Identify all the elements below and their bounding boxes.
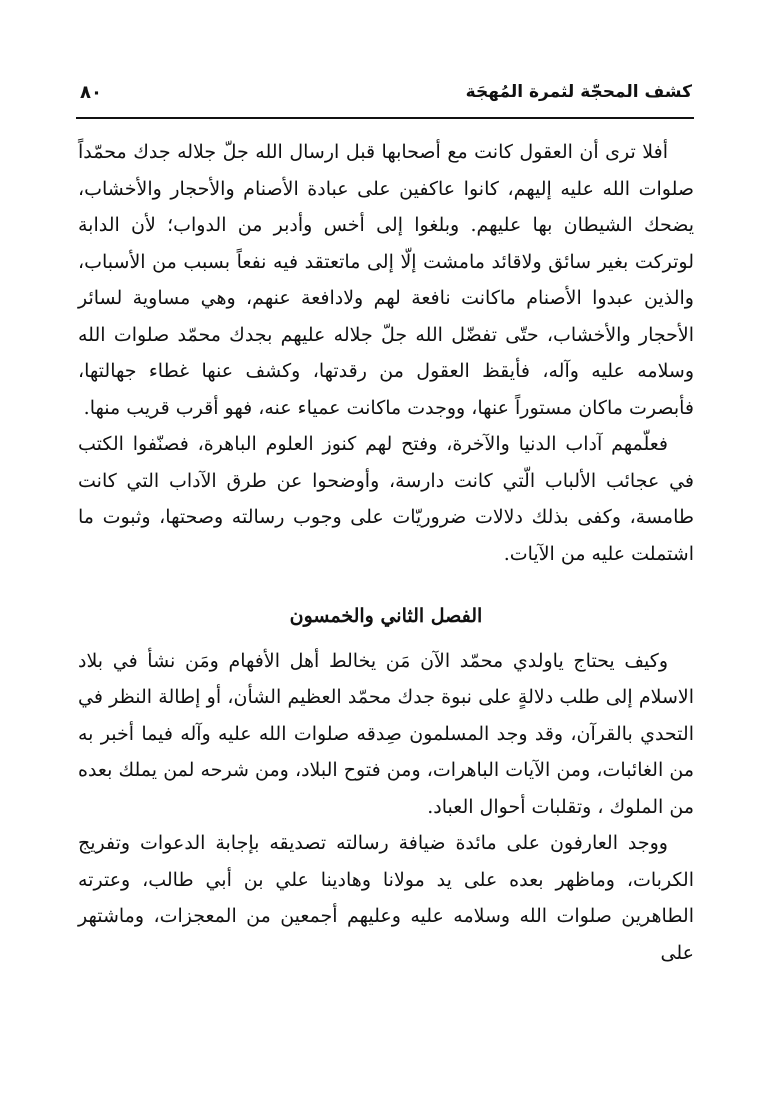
page-body <box>78 134 694 971</box>
header-divider <box>76 117 694 119</box>
paragraph: أفلا ترى أن العقول كانت مع أصحابها قبل ارسال الله جلّ جلاله جدك محمّداً صلوات الله عليه إليهم، كانوا عاكفين على عبادة الأصنام والأحجار والأخشاب، يضحك الشيطان بها عليهم. وبلغوا إلى أخس وأدبر من الدواب؛ لأن الدابة لوتركت بغير سائق ولاقائد مامشت إلّا إلى ماتعتقد فيه نفعاً بسبب من الأسباب، والذين عبدوا الأصنام ماكانت نافعة لهم ولادافعة عنهم، وهي مساوية لسائر الأحجار والأخشاب، حتّى تفضّل الله جلّ جلاله عليهم بجدك محمّد صلوات الله وسلامه عليه وآله، فأيقظ العقول من رقدتها، وكشف عنها غطاء جهالتها، فأبصرت ماكان مستوراً عنها، ووجدت ماكانت عمياء عنه، فهو أقرب قريب منها. <box>78 141 694 419</box>
paragraph: ووجد العارفون على مائدة ضيافة رسالته تصديقه بإجابة الدعوات وتفريج الكربات، وماظهر بعده على يد مولانا وهادينا علي بن أبي طالب، وعترته الطاهرين صلوات الله وسلامه عليه وعليهم أجمعين من المعجزات، وماشتهر على <box>78 832 694 964</box>
page-header <box>76 78 696 118</box>
section-heading: الفصل الثاني والخمسون <box>289 605 483 627</box>
paragraph: فعلّمهم آداب الدنيا والآخرة، وفتح لهم كنوز العلوم الباهرة، فصنّفوا الكتب في عجائب الألباب الّتي كانت دارسة، وأوضحوا عن طرق الآداب التي كانت طامسة، وكفى بذلك دلالات ضروريّات على وجوب رسالته وصحتها، وثبوت ما اشتملت عليه من الآيات. <box>78 433 694 565</box>
page-number: ٨٠ <box>80 82 102 103</box>
running-title: كشف المحجّة لثمرة المُهجَة <box>465 82 692 102</box>
paragraph: وكيف يحتاج ياولدي محمّد الآن مَن يخالط أهل الأفهام ومَن نشأ في بلاد الاسلام إلى طلب دلالةٍ على نبوة جدك محمّد العظيم الشأن، أو إطالة النظر في التحدي بالقرآن، وقد وجد المسلمون صِدقه صلوات الله عليه وآله فيما أخبر به من الغائبات، ومن الآيات الباهرات، ومن فتوح البلاد، ومن شرحه لمن يملك بعده من الملوك ، وتقلبات أحوال العباد. <box>78 649 694 818</box>
